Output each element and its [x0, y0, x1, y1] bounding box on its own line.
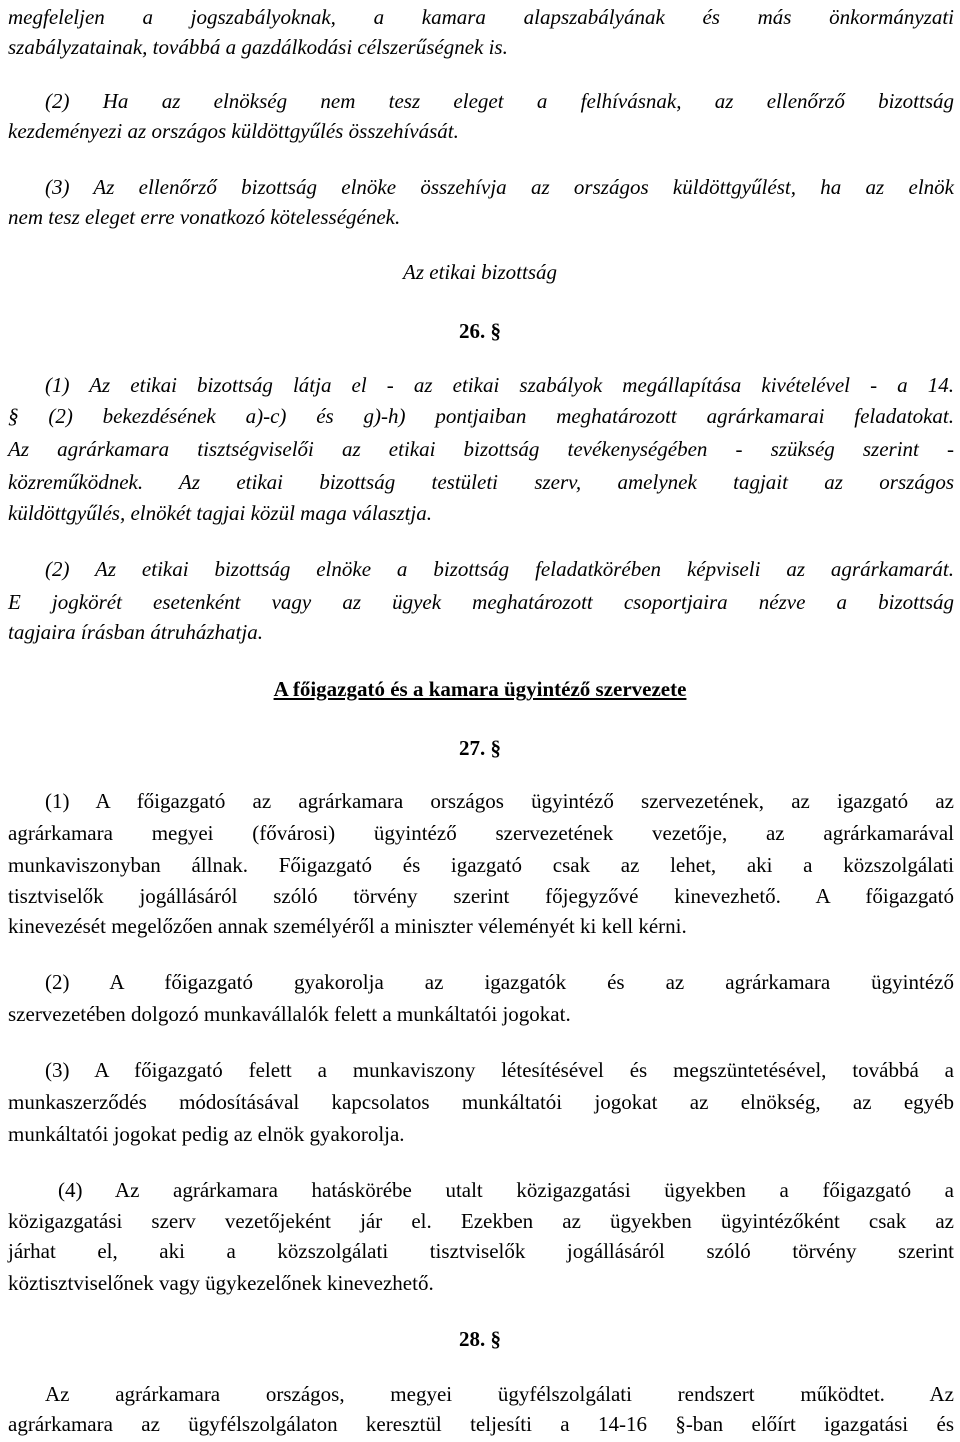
text-line: kinevezését megelőzően annak személyéről a miniszter véleményét ki kell kérni.: [8, 914, 687, 938]
text-line: tisztviselők jogállásáról szóló törvény szerint főjegyzővé kinevezhető. A főigazgató: [8, 884, 954, 908]
text-line: agrárkamara megyei (fővárosi) ügyintéző szervezetének vezetője, az agrárkamarával: [8, 821, 954, 845]
paragraph-26-2-line: (2) Az etikai bizottság elnöke a bizottság feladatkörében képviseli az agrárkamarát.: [45, 557, 954, 581]
text-line: munkáltatói jogokat pedig az elnök gyakorolja.: [8, 1122, 405, 1146]
section-heading-foigazgato: A főigazgató és a kamara ügyintéző szervezete: [273, 677, 687, 701]
text-line: járhat el, aki a közszolgálati tisztviselők jogállásáról szóló törvény szerint: [8, 1239, 954, 1263]
section-number-27: 27. §: [459, 736, 501, 760]
text-line: közreműködnek. Az etikai bizottság testületi szerv, amelynek tagjait az országos: [8, 470, 954, 494]
text-line: köztisztviselőnek vagy ügykezelőnek kinevezhető.: [8, 1271, 434, 1295]
paragraph-27-1-line: (1) A főigazgató az agrárkamara országos ügyintéző szervezetének, az igazgató az: [45, 789, 954, 813]
paragraph-28-line: Az agrárkamara országos, megyei ügyfélszolgálati rendszert működtet. Az: [45, 1382, 954, 1406]
paragraph-26-1-line: (1) Az etikai bizottság látja el - az etikai szabályok megállapítása kivételével - a 14.: [45, 373, 954, 397]
section-number-28: 28. §: [459, 1327, 501, 1351]
paragraph-27-4-line: (4) Az agrárkamara hatáskörébe utalt közigazgatási ügyekben a főigazgató a: [58, 1178, 954, 1202]
paragraph-27-3-line: (3) A főigazgató felett a munkaviszony létesítésével és megszüntetésével, továbbá a: [45, 1058, 954, 1082]
text-line: megfeleljen a jogszabályoknak, a kamara alapszabályának és más önkormányzati: [8, 5, 954, 29]
text-line: § (2) bekezdésének a)-c) és g)-h) pontjaiban meghatározott agrárkamarai feladatokat.: [8, 404, 954, 428]
paragraph-27-2-line: (2) A főigazgató gyakorolja az igazgatók és az agrárkamara ügyintéző: [45, 970, 954, 994]
paragraph-3-line: (3) Az ellenőrző bizottság elnöke összehívja az országos küldöttgyűlést, ha az elnök: [45, 175, 954, 199]
text-line: küldöttgyűlés, elnökét tagjai közül maga választja.: [8, 501, 433, 525]
text-line: Az agrárkamara tisztségviselői az etikai bizottság tevékenységében - szükség szerint -: [8, 437, 954, 461]
text-line: tagjaira írásban átruházhatja.: [8, 620, 263, 644]
text-line: munkaszerződés módosításával kapcsolatos munkáltatói jogokat az elnökség, az egyéb: [8, 1090, 954, 1114]
text-line: nem tesz eleget erre vonatkozó kötelességének.: [8, 205, 401, 229]
text-line: E jogkörét esetenként vagy az ügyek meghatározott csoportjaira nézve a bizottság: [8, 590, 954, 614]
text-line: munkaviszonyban állnak. Főigazgató és igazgató csak az lehet, aki a közszolgálati: [8, 853, 954, 877]
text-line: kezdeményezi az országos küldöttgyűlés összehívását.: [8, 119, 459, 143]
text-line: szabályzatainak, továbbá a gazdálkodási célszerűségnek is.: [8, 35, 508, 59]
text-line: szervezetében dolgozó munkavállalók felett a munkáltatói jogokat.: [8, 1002, 571, 1026]
text-line: agrárkamara az ügyfélszolgálaton keresztül teljesíti a 14-16 §-ban előírt igazgatási és: [8, 1412, 954, 1436]
section-heading-etikai-bizottsag: Az etikai bizottság: [403, 260, 557, 284]
paragraph-2-line: (2) Ha az elnökség nem tesz eleget a felhívásnak, az ellenőrző bizottság: [45, 89, 954, 113]
section-number-26: 26. §: [459, 319, 501, 343]
text-line: közigazgatási szerv vezetőjeként jár el. Ezekben az ügyekben ügyintézőként csak az: [8, 1209, 954, 1233]
